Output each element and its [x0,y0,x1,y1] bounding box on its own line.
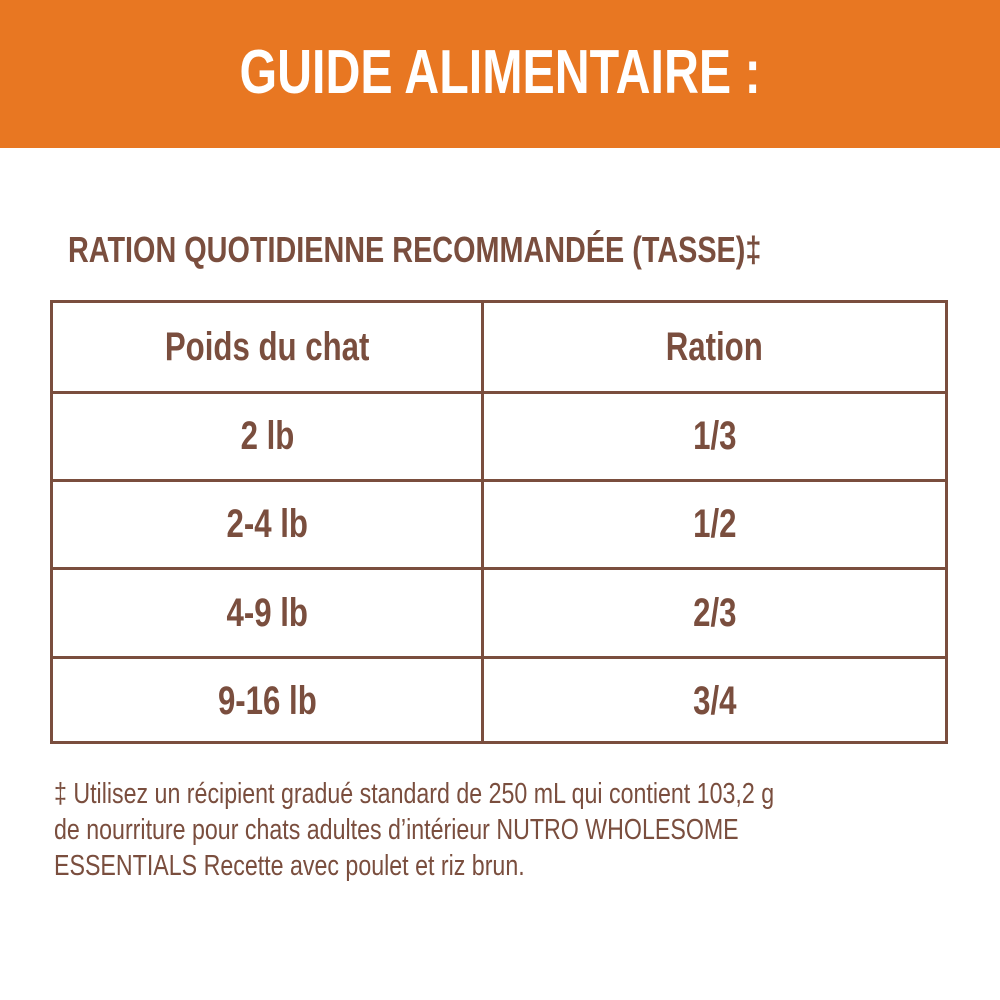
page-title: GUIDE ALIMENTAIRE : [239,38,761,107]
weight-cell: 2 lb [240,414,294,458]
ration-cell: 2/3 [692,590,737,635]
table-row [53,479,945,567]
section-subtitle: RATION QUOTIDIENNE RECOMMANDÉE (TASSE)‡ [68,229,762,270]
table-header-row [53,303,945,391]
column-header-weight: Poids du chat [164,324,370,369]
feeding-table [50,300,948,744]
footnote [54,776,954,884]
column-header-ration: Ration [665,324,764,369]
weight-cell: 2-4 lb [226,502,308,546]
table-row [53,391,945,479]
table-row [53,567,945,656]
weight-cell: 4-9 lb [226,590,308,635]
ration-cell: 1/3 [692,414,737,458]
footnote-line: ESSENTIALS Recette avec poulet et riz brun. [54,850,525,882]
table-row [53,656,945,744]
footnote-line: ‡ Utilisez un récipient gradué standard de 250 mL qui contient 103,2 g [54,778,775,810]
weight-cell: 9-16 lb [217,679,317,723]
header-banner [0,0,1000,148]
footnote-line: de nourriture pour chats adultes d’intérieur NUTRO WHOLESOME [54,814,739,846]
ration-cell: 1/2 [692,502,737,546]
ration-cell: 3/4 [692,679,737,723]
